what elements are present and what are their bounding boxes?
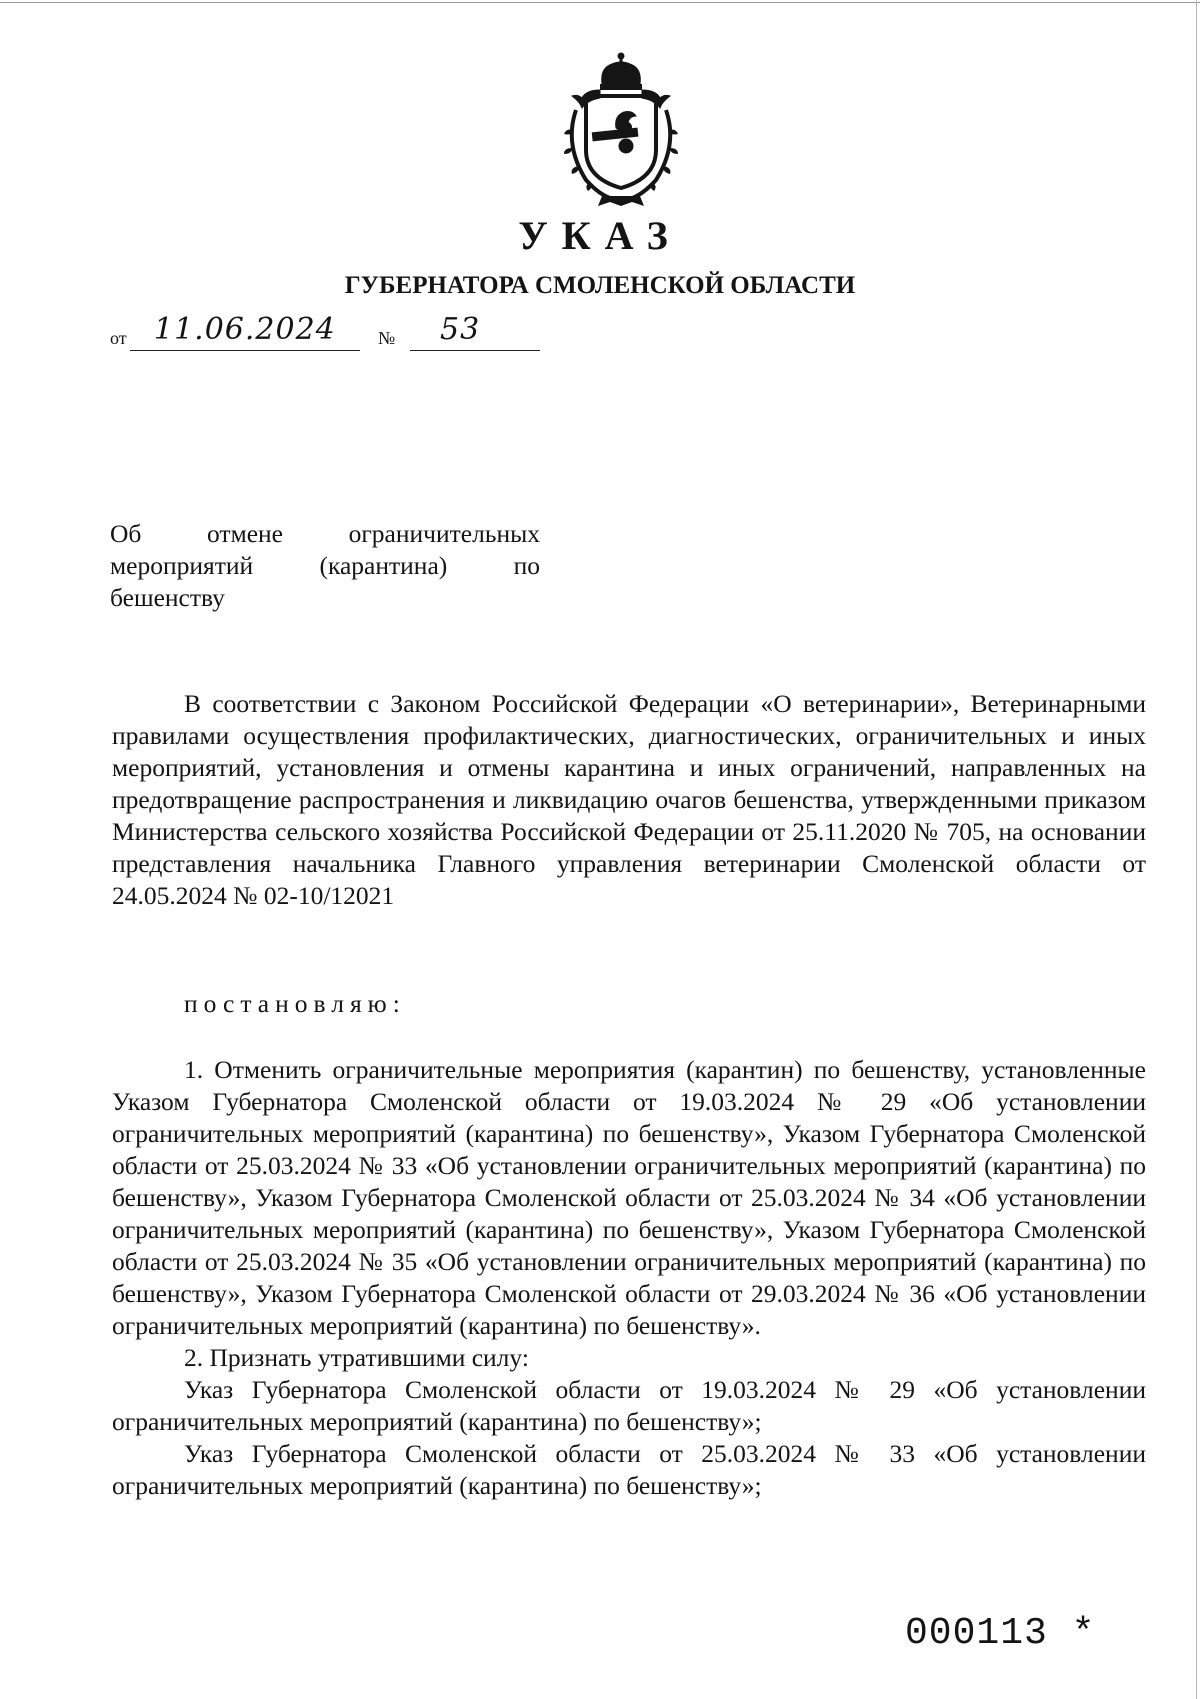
- form-serial-number: 000113 *: [905, 1612, 1096, 1655]
- date-number-line: [110, 312, 560, 356]
- preamble-paragraph: В соответствии с Законом Российской Федерации «О ветеринарии», Ветеринарными правилами осуществления профилактических, диагностических, ограничительных и иных мероприятий, установления и отмены карантина и иных ограничений, направленных на предотвращение распространения и ликвидацию очагов бешенства, утвержденными приказом Министерства сельского хозяйства Российской Федерации от 25.11.2020 № 705, на основании представления начальника Главного управления ветеринарии Смоленской области от 24.05.2024 № 02-10/12021: [112, 689, 1146, 910]
- decree-item: 1. Отменить ограничительные мероприятия (карантин) по бешенству, установленные Указом Губернатора Смоленской области от 19.03.2024 № 29 «Об установлении ограничительных мероприятий (карантина) по бешенству», Указом Губернатора Смоленской области от 25.03.2024 № 33 «Об установлении ограничительных мероприятий (карантина) по бешенству», Указом Губернатора Смоленской области от 25.03.2024 № 34 «Об установлении ограничительных мероприятий (карантина) по бешенству», Указом Губернатора Смоленской области от 25.03.2024 № 35 «Об установлении ограничительных мероприятий (карантина) по бешенству», Указом Губернатора Смоленской области от 29.03.2024 № 36 «Об установлении ограничительных мероприятий (карантина) по бешенству».: [112, 1055, 1146, 1340]
- number-underline: [410, 350, 540, 351]
- page-top-border: [0, 2, 1200, 3]
- decree-item: Указ Губернатора Смоленской области от 19.03.2024 № 29 «Об установлении ограничительных мероприятий (карантина) по бешенству»;: [112, 1375, 1146, 1436]
- decree-item: Указ Губернатора Смоленской области от 25.03.2024 № 33 «Об установлении ограничительных мероприятий (карантина) по бешенству»;: [112, 1439, 1146, 1500]
- decree-word: постановляю:: [184, 989, 406, 1018]
- preamble-block: [112, 688, 1146, 912]
- handwritten-number: 53: [440, 312, 481, 347]
- subject-line: Об отмене ограничительных мероприятий (карантина) по: [110, 519, 540, 580]
- number-prefix: №: [378, 328, 396, 348]
- date-underline: [130, 350, 360, 351]
- decree-items: [112, 1054, 1146, 1502]
- handwritten-date: 11.06.2024: [154, 312, 336, 347]
- subject-line: бешенству: [110, 583, 225, 612]
- coat-of-arms-icon: [556, 50, 686, 208]
- date-prefix: от: [110, 328, 127, 348]
- decree-item: 2. Признать утратившими силу:: [184, 1343, 529, 1372]
- document-subject: [110, 518, 540, 614]
- document-issuer: ГУБЕРНАТОРА СМОЛЕНСКОЙ ОБЛАСТИ: [344, 272, 856, 299]
- document-title: УКАЗ: [518, 213, 682, 258]
